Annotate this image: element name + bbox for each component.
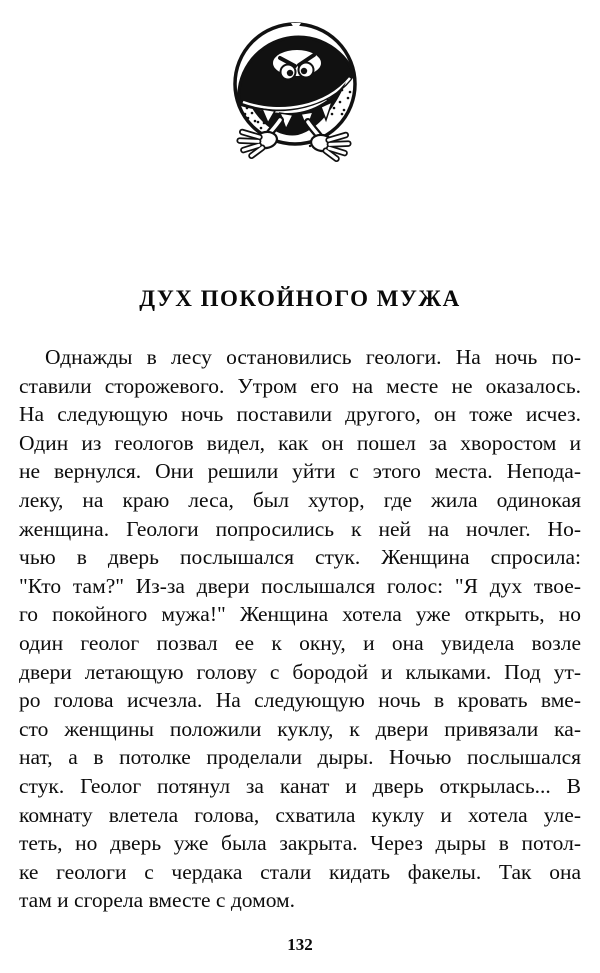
flying-head-illustration <box>222 16 368 168</box>
text-line: один геолог позвал ее к окну, и она увидела возле <box>19 630 581 655</box>
text-line: Однажды в лесу остановились геологи. На ночь по- <box>45 345 581 369</box>
text-line: ставили сторожевого. Утром его на месте не оказалось. <box>19 373 581 398</box>
text-line: сто женщины положили куклу, к двери привязали ка- <box>19 716 581 741</box>
text-line: комнату влетела голова, схватила куклу и хотела уле- <box>19 802 581 827</box>
text-line: На следующую ночь поставили другого, он тоже исчез. <box>19 402 581 427</box>
text-line: го покойного мужа!" Женщина хотела уже открыть, но <box>19 602 581 627</box>
text-line: стук. Геолог потянул за канат и дверь открылась... В <box>19 773 581 798</box>
text-line: "Кто там?" Из-за двери послышался голос: "Я дух твое- <box>19 573 581 598</box>
text-line: Один из геологов видел, как он пошел за хворостом и <box>19 430 581 455</box>
text-line: не вернулся. Они решили уйти с этого места. Непода- <box>19 459 581 484</box>
text-line: ро голова исчезла. На следующую ночь в кровать вме- <box>19 688 581 713</box>
text-line: нат, а в потолке проделали дыры. Ночью послышался <box>19 745 581 770</box>
text-line: женщина. Геологи попросились к ней на ночлег. Но- <box>19 516 581 541</box>
page-number: 132 <box>287 934 313 954</box>
text-line: ке геологи с чердака стали кидать факелы. Так она <box>19 859 581 884</box>
text-line: чью в дверь послышался стук. Женщина спросила: <box>19 545 581 570</box>
text-line: там и сгорела вместе с домом. <box>19 888 296 913</box>
text-line: леку, на краю леса, был хутор, где жила одинокая <box>19 487 581 512</box>
text-line: двери летающую голову с бородой и клыками. Под ут- <box>19 659 581 684</box>
story-text <box>19 343 581 915</box>
story-title: ДУХ ПОКОЙНОГО МУЖА <box>139 286 461 311</box>
text-line: теть, но дверь уже была закрыта. Через дыры в потол- <box>19 831 581 856</box>
